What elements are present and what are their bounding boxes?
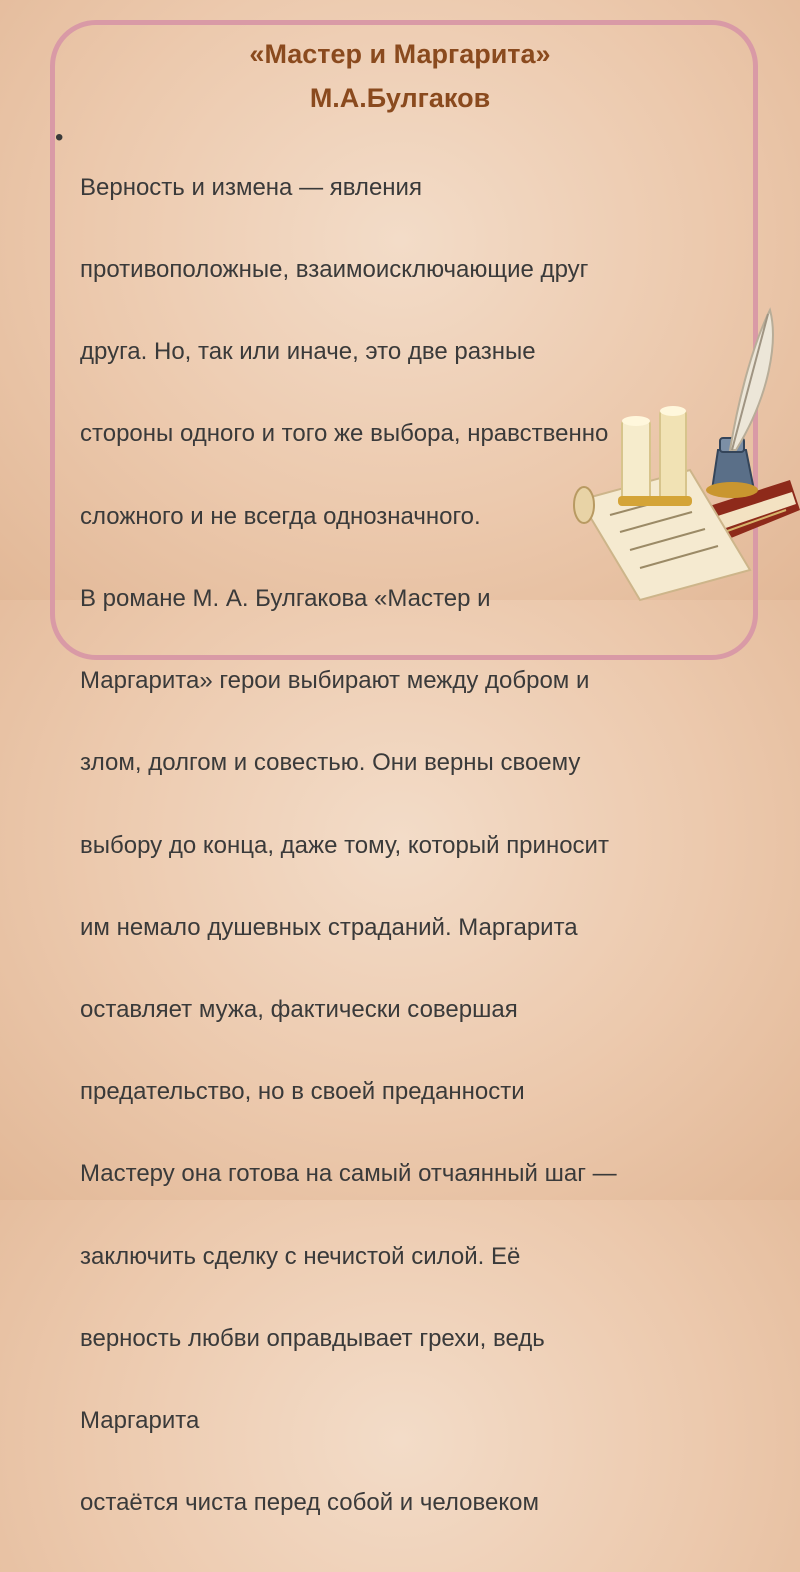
body-line: заключить сделку с нечистой силой. Её	[80, 1242, 521, 1270]
body-line: стороны одного и того же выбора, нравственно	[80, 420, 609, 448]
body-line: оставляет мужа, фактически совершая	[80, 996, 518, 1023]
body-line: Маргарита» герои выбирают между добром и	[80, 667, 590, 695]
quill-icon	[730, 310, 773, 450]
body-line: выбору до конца, даже тому, который приносит	[80, 831, 609, 859]
body-line: противоположные, взаимоисключающие друг	[80, 256, 589, 284]
writing-set-illustration	[540, 300, 800, 600]
slide-title: «Мастер и Маргарита»	[249, 39, 551, 69]
body-line: верность любви оправдывает грехи, ведь	[80, 1324, 545, 1352]
body-line: Мастеру она готова на самый отчаянный шаг —	[80, 1160, 617, 1188]
body-line: сложного и не всегда однозначного.	[80, 502, 481, 530]
body-line: им немало душевных страданий. Маргарита	[80, 913, 578, 941]
body-line: предательство, но в своей преданности	[80, 1078, 525, 1106]
slide-author: М.А.Булгаков	[309, 83, 491, 113]
body-line: злом, долгом и совестью. Они верны своему	[80, 749, 581, 777]
body-line: Верность и измена — явления	[80, 173, 422, 201]
body-line: остаётся чиста перед собой и человеком	[80, 1489, 539, 1517]
body-line: В романе М. А. Булгакова «Мастер и	[80, 584, 491, 612]
body-line: Маргарита	[80, 1407, 200, 1435]
bullet-marker: •	[55, 124, 64, 151]
body-line: друга. Но, так или иначе, это две разные	[80, 338, 536, 366]
